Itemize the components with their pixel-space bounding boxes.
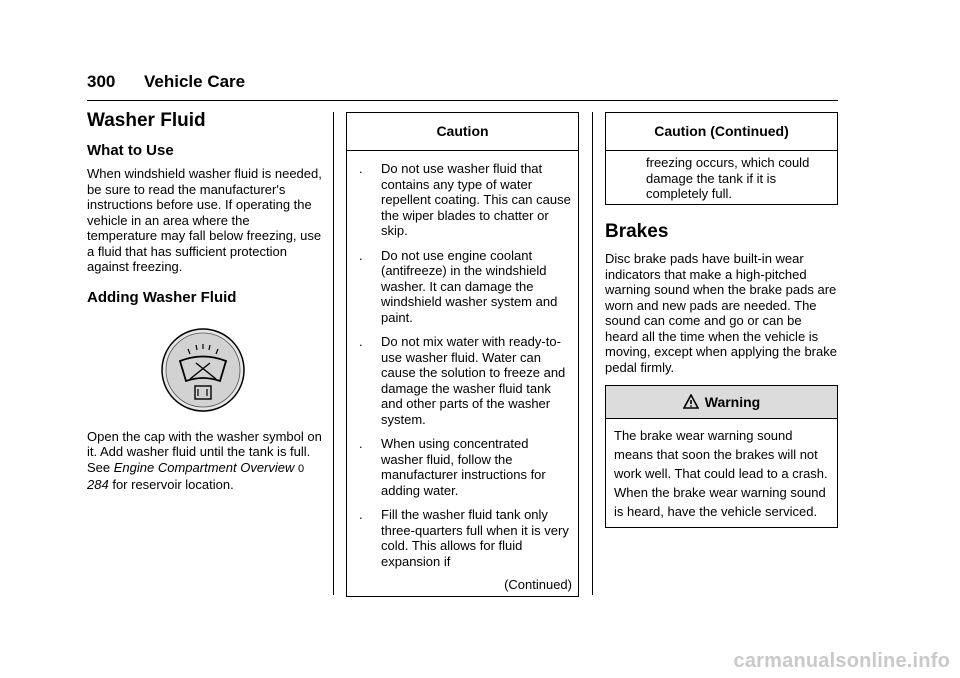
brakes-body: Disc brake pads have built-in wear indicators that make a high-pitched warning sound when the brake pads are worn and new pads are needed. The sound can come and go or can be heard all the time when the vehicle is moving, except when applying the brake pedal firmly. (605, 251, 837, 375)
watermark: carmanualsonline.info (733, 650, 950, 672)
column-divider-2 (592, 112, 593, 595)
adding-washer-fluid-heading: Adding Washer Fluid (87, 288, 237, 306)
warning-header (606, 386, 837, 419)
caution-title-rule (347, 150, 578, 151)
column-washer-fluid (87, 110, 322, 493)
caution-continued-rule (606, 150, 837, 151)
page-header (87, 70, 838, 101)
column-divider-1 (333, 112, 334, 595)
warning-box (605, 385, 838, 528)
what-to-use-heading: What to Use (87, 142, 174, 159)
adding-washer-fluid-body: Open the cap with the washer symbol on it. Add washer fluid until the tank is full. See Engine Compartment Overview 0 284 for reservoir location. (87, 428, 322, 492)
caution-item: . Do not use engine coolant (antifreeze) in the windshield washer. It can damage the windshield washer system and paint. (359, 247, 558, 325)
caution-item: . Do not use washer fluid that contains any type of water repellent coating. This can cause the wiper blades to chatter or skip. (359, 161, 571, 238)
caution-item: . Fill the washer fluid tank only three-quarters full when it is very cold. This allows for fluid expansion if (359, 507, 569, 569)
windshield-washer-symbol-icon (160, 327, 246, 413)
page-reference-number[interactable]: 284 (87, 477, 109, 492)
caution-continued-title: Caution (Continued) (654, 123, 789, 139)
warning-triangle-icon (683, 394, 699, 410)
caution-title: Caution (436, 123, 489, 139)
continued-label: (Continued) (504, 577, 572, 592)
caution-item: . Do not mix water with ready-to-use washer fluid. Water can cause the solution to freeze and damage the washer fluid tank and other parts of the washer system. (359, 334, 566, 427)
warning-body: The brake wear warning sound means that soon the brakes will not work well. That could lead to a crash. When the brake wear warning sound is heard, have the vehicle serviced. (614, 428, 828, 519)
washer-fluid-title: Washer Fluid (87, 110, 206, 131)
warning-title: Warning (704, 394, 761, 410)
caution-continued-box (605, 112, 838, 205)
engine-compartment-link[interactable]: Engine Compartment Overview (113, 459, 295, 475)
caution-list (353, 161, 572, 569)
caution-item: . When using concentrated washer fluid, follow the manufacturer instructions for adding water. (359, 436, 546, 498)
caution-box (346, 112, 579, 597)
page-reference-arrow: 0 (298, 462, 305, 475)
page-number: 300 (87, 72, 116, 91)
brakes-section (605, 221, 838, 375)
what-to-use-body: When windshield washer fluid is needed, be sure to read the manufacturer's instructions before use. If operating the vehicle in an area where the temperature may fall below freezing, use a fluid that has sufficient protection against freezing. (87, 166, 322, 274)
brakes-title: Brakes (605, 221, 669, 242)
caution-continued-body: freezing occurs, which could damage the tank if it is completely full. (646, 155, 810, 201)
section-title: Vehicle Care (144, 72, 246, 91)
